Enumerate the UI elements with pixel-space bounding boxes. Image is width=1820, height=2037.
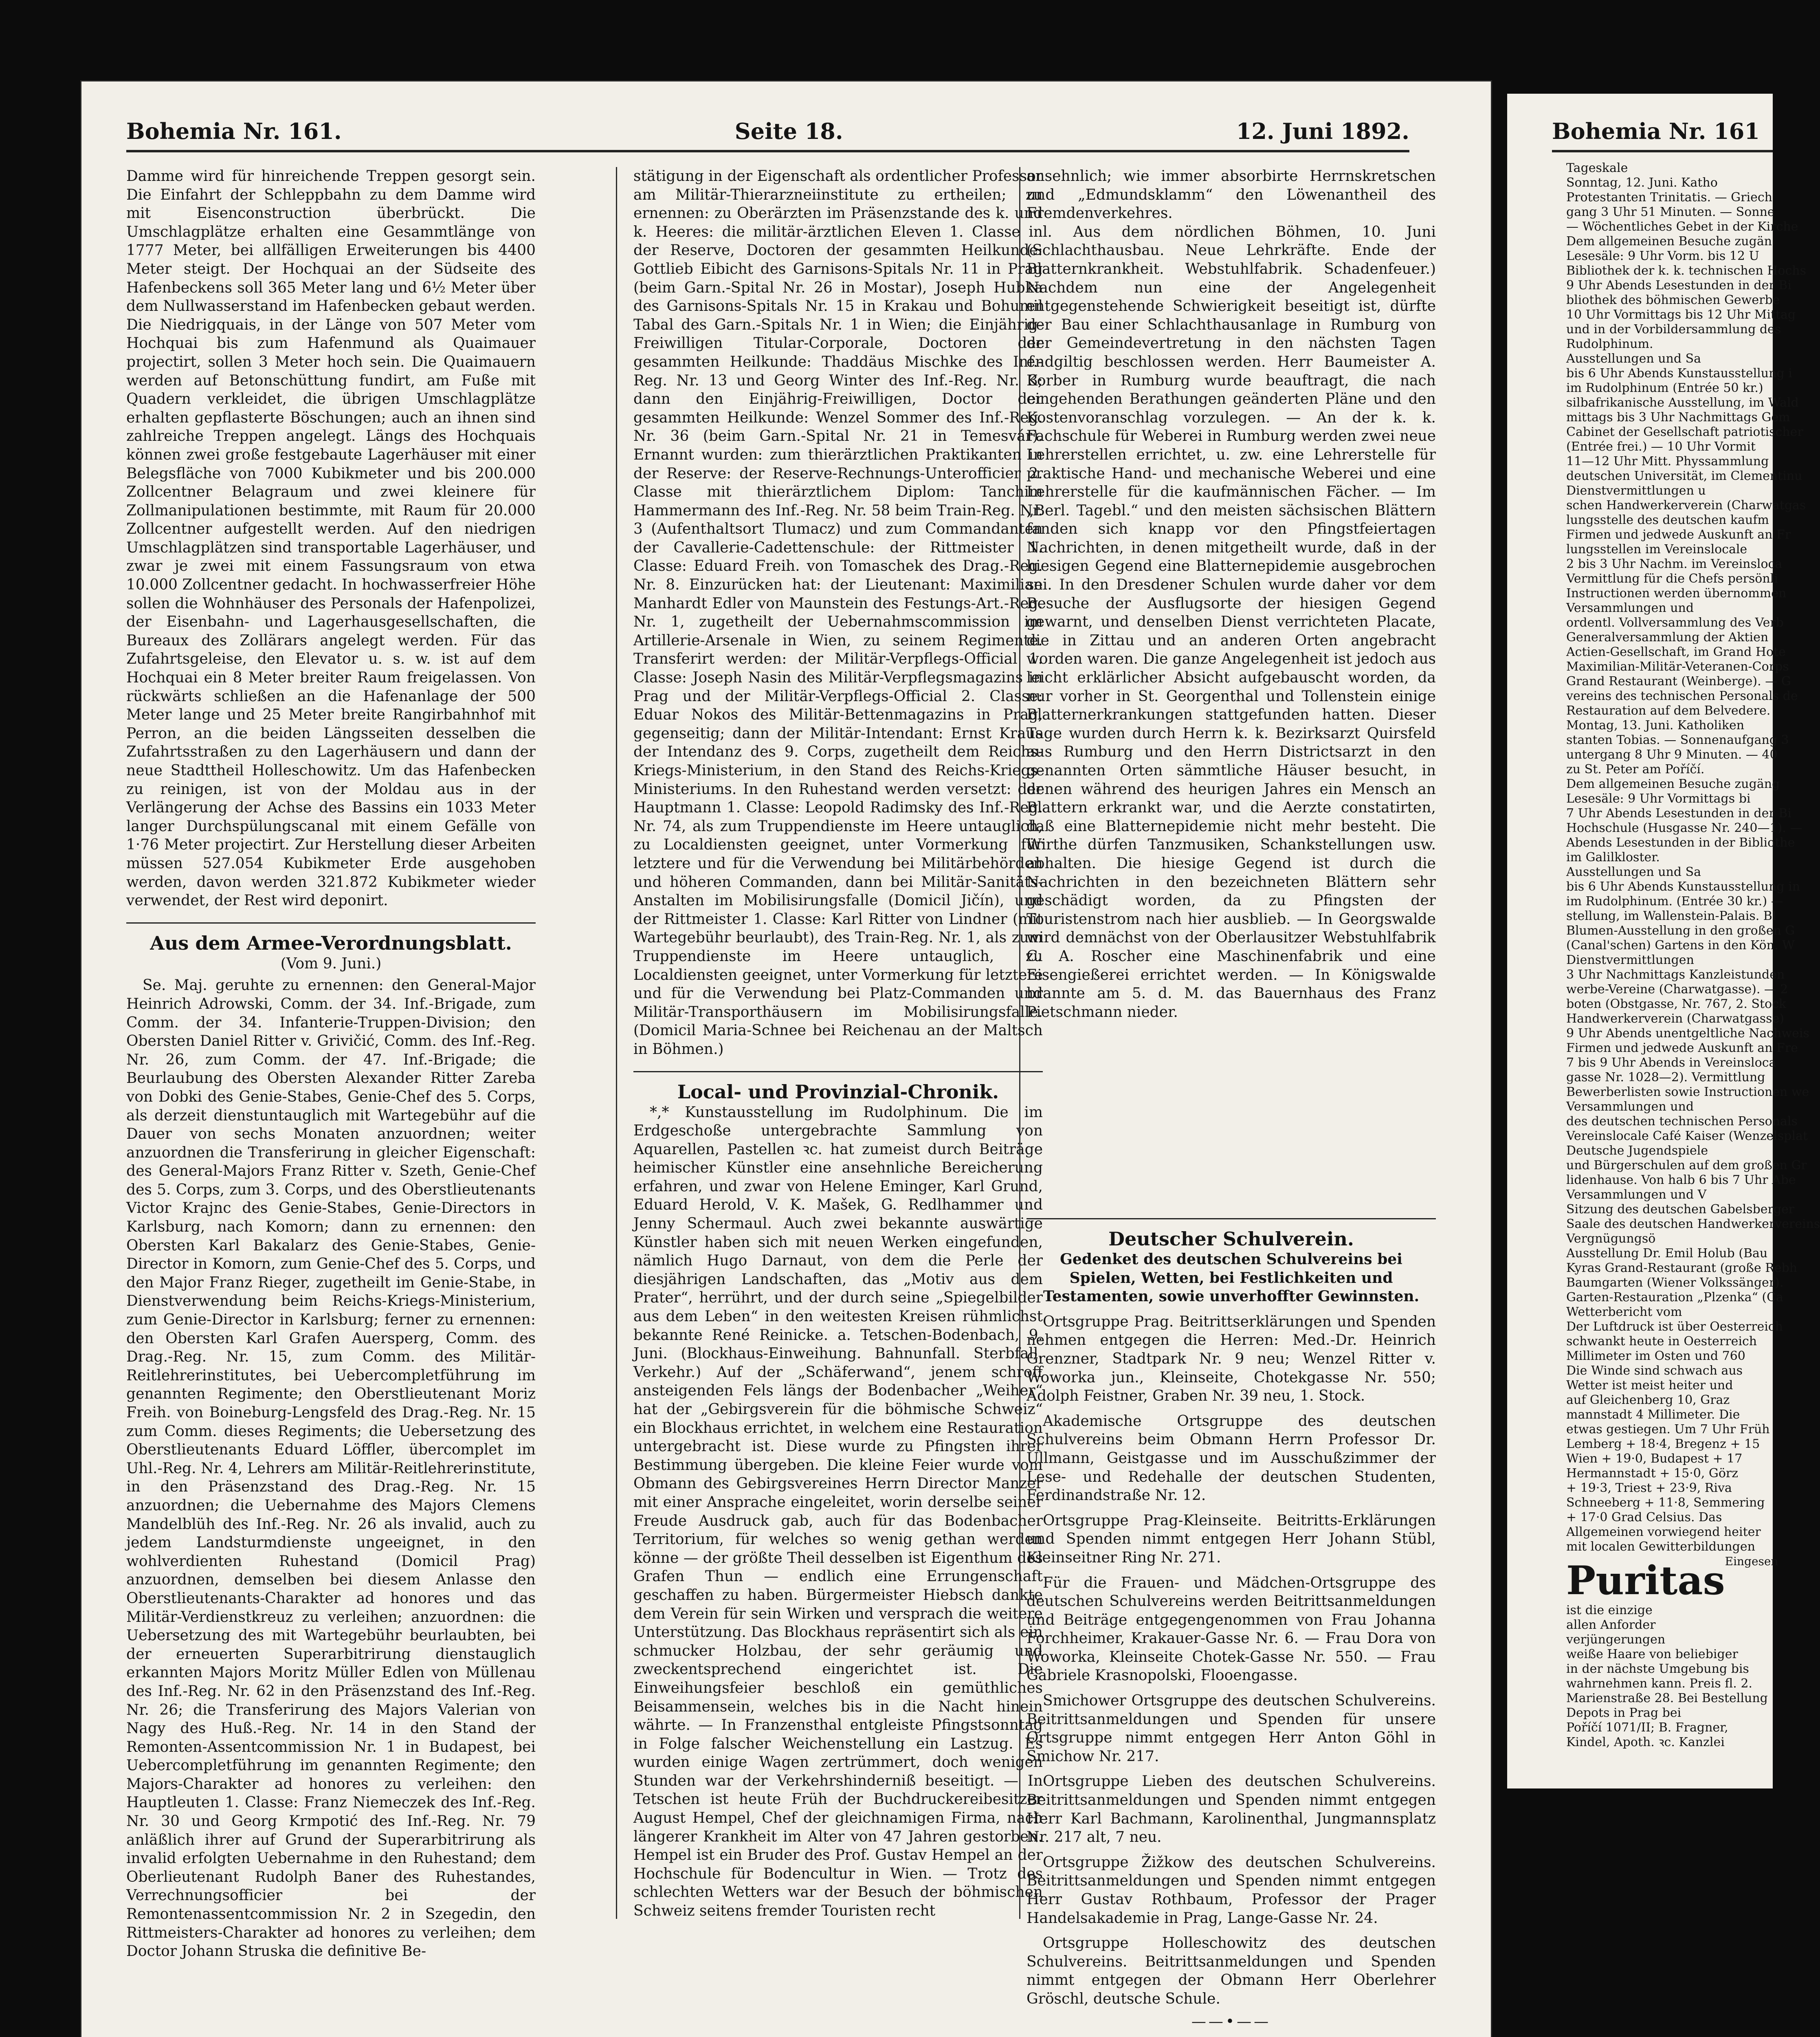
ad-line: Poříčí 1071/II; B. Fragner, xyxy=(1566,1720,1728,1735)
calendar-line: deutschen Universität, im Clementinu xyxy=(1566,469,1802,483)
calendar-line: Grand Restaurant (Weinberge). — G xyxy=(1566,674,1791,689)
right-page-calendar-column xyxy=(1566,161,1820,1749)
calendar-line: Wetter ist meist heiter und xyxy=(1566,1378,1733,1392)
calendar-line: Wien + 19·0, Budapest + 17 xyxy=(1566,1452,1743,1466)
calendar-line: Versammlungen und V xyxy=(1566,1188,1707,1202)
calendar-line: Garten-Restauration „Plzenka“ (Ca xyxy=(1566,1290,1783,1304)
calendar-line: werbe-Vereine (Charwatgasse). — 2 xyxy=(1566,982,1788,997)
calendar-line: im Rudolphinum. (Entrée 30 kr.) — xyxy=(1566,894,1783,909)
armee-verordnungsblatt-text: Se. Maj. geruhte zu ernennen: den General-Major Heinrich Adrowski, Comm. der 34. Inf.-Brigade, zum Comm. der 34. Infanterie-Truppen-Division; den Obersten Daniel Ritter v. Grivičić, Comm. des Inf.-Reg. Nr. 26, zum Comm. der 47. Inf.-Brigade; die Beurlaubung des Obersten Alexander Ritter Zareba von Dobki des Genie-Stabes, Genie-Chef des 5. Corps, als derzeit dienstuntauglich mit Wartegebühr auf die Dauer von sechs Monaten anzuordnen; weiter anzuordnen die Transferirung in gleicher Eigenschaft: des General-Majors Franz Ritter v. Szeth, Genie-Chef des 5. Corps, zum 3. Corps, und des Oberstlieutenants Victor Krajnc des Genie-Stabes, Genie-Directors in Karlsburg, nach Komorn; dann zu ernennen: den Obersten Karl Bakalarz des Genie-Stabes, Genie-Director in Komorn, zum Genie-Chef des 5. Corps, und den Major Franz Rieger, zugetheilt im Genie-Stabe, in Dienstverwendung beim Reichs-Kriegs-Ministerium, zum Genie-Director in Karlsburg; ferner zu ernennen: den Obersten Karl Grafen Auersperg, Comm. des Drag.-Reg. Nr. 15, zum Comm. des Militär-Reitlehrerinstitutes, bei Uebercompletführung im genannten Regimente; den Oberstlieutenant Moriz Freih. von Boineburg-Lengsfeld des Drag.-Reg. Nr. 15 zum Comm. dieses Regiments; die Uebersetzung des Oberstlieutenants Eduard Löffler, übercomplet im Uhl.-Reg. Nr. 4, Lehrers am Militär-Reitlehrerinstitute, in den Präsenzstand des Drag.-Reg. Nr. 15 anzuordnen; die Uebernahme des Majors Clemens Mandelblüh des Inf.-Reg. Nr. 26 als invalid, auch zu jedem Landsturmdienste ungeeignet, in den wohlverdienten Ruhestand (Domicil Prag) anzuordnen, demselben bei diesem Anlasse den Oberstlieutenants-Charakter ad honores und das Militär-Verdienstkreuz zu verleihen; anzuordnen: die Uebersetzung des mit Wartegebühr beurlaubten, bei der erneuerten Superarbitrirung dienstauglich erkannten Majors Moritz Müller Edlen von Müllenau des Inf.-Reg. Nr. 62 in den Präsenzstand des Inf.-Reg. Nr. 26; die Transferirung des Majors Valerian von Nagy des Huß.-Reg. Nr. 14 in den Stand der Remonten-Assentcommission Nr. 1 in Budapest, bei Uebercompletführung im genannten Regimente; den Majors-Charakter ad honores zu verleihen: den Hauptleuten 1. Classe: Franz Niemeczek des Inf.-Reg. Nr. 30 und Georg Krmpotić des Inf.-Reg. Nr. 79 anläßlich ihrer auf Grund der Superarbitrirung als invalid erfolgten Uebernahme in den Ruhestand; dem Oberlieutenant Rudolph Baner des Ruhestandes, Verrechnungsofficier bei der Remontenassentcommission Nr. 2 in Szegedin, den Rittmeisters-Charakter ad honores zu verleihen; dem Doctor Johann Struska die definitive Be- xyxy=(126,977,536,1960)
calendar-line: Firmen und jedwede Auskunft an Fr xyxy=(1566,528,1791,542)
puritas-ad-title: Puritas xyxy=(1566,1557,1725,1604)
calendar-line: 10 Uhr Vormittags bis 12 Uhr Mittag xyxy=(1566,308,1796,322)
calendar-line: im Galilkloster. xyxy=(1566,850,1660,865)
calendar-line: Allgemeinen vorwiegend heiter xyxy=(1566,1525,1761,1539)
calendar-line: Tageskale xyxy=(1566,161,1628,175)
calendar-line: Kyras Grand-Restaurant (große Rebh xyxy=(1566,1261,1798,1275)
calendar-line: Der Luftdruck ist über Oesterreich xyxy=(1566,1320,1783,1334)
calendar-line: Saale des deutschen Handwerkervereins xyxy=(1566,1217,1820,1231)
ad-line: ist die einzige xyxy=(1566,1603,1653,1617)
puritas-ad-row xyxy=(1566,1554,1778,1604)
calendar-line: gasse Nr. 1028—2). Vermittlung xyxy=(1566,1070,1765,1084)
calendar-line: Abends Lesestunden in der Bibliothe xyxy=(1566,836,1795,850)
calendar-line: 9 Uhr Abends Lesestunden in der Bi xyxy=(1566,278,1791,293)
calendar-line: boten (Obstgasse, Nr. 767, 2. Stock xyxy=(1566,997,1787,1011)
schulverein-entry: Ortsgruppe Žižkow des deutschen Schulvereins. Beitrittsanmeldungen und Spenden nimmt entgegen Herr Gustav Rothbaum, Professor der Prager Handelsakademie in Prag, Lange-Gasse Nr. 24. xyxy=(1026,1854,1436,1927)
calendar-line: 9 Uhr Abends unentgeltliche Nachweis xyxy=(1566,1026,1809,1040)
calendar-line: stanten Tobias. — Sonnenaufgang 3 xyxy=(1566,733,1789,747)
calendar-line: Ausstellungen und Sa xyxy=(1566,865,1701,879)
calendar-line: 7 bis 9 Uhr Abends in Vereinsloca xyxy=(1566,1056,1776,1070)
armee-continuation-text: stätigung in der Eigenschaft als ordentlicher Professor am Militär-Thierarzneiinstitute zu ertheilen; zu ernennen: zu Oberärzten im Präsenzstande des k. und k. Heeres: die militär-ärztlichen Eleven 1. Classe in der Reserve, Doctoren der gesammten Heilkunde: Gottlieb Eibicht des Garnisons-Spitals Nr. 11 in Prag (beim Garn.-Spital Nr. 26 in Mostar), Joseph Hubka des Garnisons-Spitals Nr. 15 in Krakau und Bohumil Tabal des Garn.-Spitals Nr. 1 in Wien; die Einjährig-Freiwilligen Titular-Corporale, Doctoren der gesammten Heilkunde: Thaddäus Mischke des Inf.-Reg. Nr. 13 und Georg Winter des Inf.-Reg. Nr. 3; dann den Einjährig-Freiwilligen, Doctor der gesammten Heilkunde: Wenzel Sommer des Inf.-Reg. Nr. 36 (beim Garn.-Spital Nr. 21 in Temesvár). Ernannt wurden: zum thierärztlichen Praktikanten in der Reserve: der Reserve-Rechnungs-Unterofficier 2. Classe mit thierärztlichem Diplom: Tanchim Hammermann des Inf.-Reg. Nr. 58 beim Train-Reg. Nr. 3 (Aufenthaltsort Tlumacz) und zum Commandanten der Cavallerie-Cadettenschule: der Rittmeister 1. Classe: Eduard Freih. von Tomaschek des Drag.-Reg. Nr. 8. Einzurücken hat: der Lieutenant: Maximilian Manhardt Edler von Maunstein des Festungs-Art.-Reg. Nr. 1, zugetheilt der Uebernahmscommission im Artillerie-Arsenale in Wien, zu seinem Regimente. Transferirt werden: der Militär-Verpflegs-Official 1. Classe: Joseph Nasin des Militär-Verpflegsmagazins in Prag und der Militär-Verpflegs-Official 2. Classe: Eduar Nokos des Militär-Bettenmagazins in Prag, gegenseitig; dann der Militär-Intendant: Ernst Kraus der Intendanz des 9. Corps, zugetheilt dem Reichs-Kriegs-Ministerium, in den Stand des Reichs-Kriegs-Ministeriums. In den Ruhestand werden versetzt: der Hauptmann 1. Classe: Leopold Radimsky des Inf.-Reg. Nr. 74, als zum Truppendienste im Heere untauglich, zu Localdiensten geeignet, unter Vormerkung für letztere und für die Verwendung bei Militärbehörden und höheren Commanden, dann bei Militär-Sanitäts-Anstalten im Mobilisirungsfalle (Domicil Jičín), und der Rittmeister 1. Classe: Karl Ritter von Lindner (mit Wartegebühr beurlaubt), des Train-Reg. Nr. 1, als zum Truppendienste im Heere untauglich, zu Localdiensten geeignet, unter Vormerkung für letztere und für die Verwendung bei Platz-Commanden und Militär-Transporthäusern im Mobilisirungsfalle. (Domicil Maria-Schnee bei Reichenau an der Maltsch in Böhmen.) xyxy=(633,168,1043,1058)
schulverein-intro: Gedenket des deutschen Schulvereins bei Spielen, Wetten, bei Festlichkeiten und Testamenten, sowie unverhoffter Gewinnsten. xyxy=(1043,1251,1420,1305)
schulverein-entry: Ortsgruppe Prag. Beitrittserklärungen und Spenden nehmen entgegen die Herren: Med.-Dr. Heinrich Grenzner, Stadtpark Nr. 9 neu; Wenzel Ritter v. Woworka jun., Kleinseite, Chotekgasse Nr. 550; Adolph Feistner, Graben Nr. 39 neu, 1. Stock. xyxy=(1026,1313,1436,1405)
calendar-line: Vermittlung für die Chefs persönli xyxy=(1566,572,1778,586)
calendar-line: etwas gestiegen. Um 7 Uhr Früh xyxy=(1566,1422,1770,1436)
calendar-line: auf Gleichenberg 10, Graz xyxy=(1566,1393,1730,1407)
calendar-line: zu St. Peter am Poříčí. xyxy=(1566,762,1705,777)
section-title-chronik: Local- und Provinzial-Chronik. xyxy=(633,1071,1043,1103)
calendar-line: Actien-Gesellschaft, im Grand Hote xyxy=(1566,645,1786,659)
puritas-ad-side: Eingesen xyxy=(1725,1555,1778,1568)
column-3 xyxy=(1026,167,1436,1202)
calendar-line: 7 Uhr Abends Lesestunden in der Bi xyxy=(1566,806,1791,821)
harbour-article-continuation: Damme wird für hinreichende Treppen gesorgt sein. Die Einfahrt der Schleppbahn zu dem Damme wird mit Eisenconstruction überbrückt. Die Umschlagplätze erhalten eine Gesammtlänge von 1777 Meter, bei allfälligen Erweiterungen bis 4400 Meter steigt. Der Hochquai an der Südseite des Hafenbeckens soll 365 Meter lang und 6½ Meter über dem Nullwasserstand im Hafenbecken gebaut werden. Die Niedrigquais, in der Länge von 507 Meter vom Hochquai bis zum Hafenmund als Quaimauer projectirt, sollen 3 Meter hoch sein. Die Quaimauern werden auf Betonschüttung fundirt, am Fuße mit Quadern verkleidet, die übrigen Umschlagplätze erhalten gepflasterte Böschungen; auch an ihnen sind zahlreiche Treppen angelegt. Längs des Hochquais können zwei große festgebaute Lagerhäuser mit einer Belegsfläche von 7000 Kubikmeter und bis 200.000 Zollcentner Belagraum und zwei kleinere für Zollmanipulationen bestimmte, mit Raum für 20.000 Zollcentner aufgestellt werden. Auf den niedrigen Umschlagplätzen sind transportable Lagerhäuser, und zwar je zwei mit einem Fassungsraum von etwa 10.000 Zollcentner gedacht. In hochwasserfreier Höhe sollen die Wohnhäuser des Personals der Hafenpolizei, der Eisenbahn- und Lagerhausgesellschaften, die Bureaux des Zollärars angelegt werden. Für das Zufahrtsgeleise, den Elevator u. s. w. ist auf dem Hochquai ein 8 Meter breiter Raum freigelassen. Von rückwärts schließen an die Hafenanlage der 500 Meter lange und 25 Meter breite Rangirbahnhof mit Perron, an die beiden Längsseiten desselben die Zufahrtsstraßen zu den Lagerhäusern und dann der neue Stadttheil Holleschowitz. Um das Hafenbecken zu reinigen, ist von der Moldau aus in der Verlängerung der Achse des Bassins ein 1033 Meter langer Durchspülungscanal mit einem Gefälle von 1·76 Meter projectirt. Zur Herstellung dieser Arbeiten müssen 527.054 Kubikmeter Erde ausgehoben werden, davon werden 321.872 Kubikmeter wieder verwendet, der Rest wird deponirt. xyxy=(126,168,536,909)
calendar-line: Hermannstadt + 15·0, Görz xyxy=(1566,1466,1739,1480)
column-1 xyxy=(126,167,536,1960)
calendar-line: schwankt heute in Oesterreich xyxy=(1566,1334,1757,1348)
calendar-line: des deutschen technischen Personals xyxy=(1566,1114,1798,1128)
ad-line: Marienstraße 28. Bei Bestellung xyxy=(1566,1691,1768,1705)
ad-line: in der nächste Umgebung bis xyxy=(1566,1662,1749,1676)
ornament-divider: ——•—— xyxy=(1191,2013,1271,2030)
calendar-line: Generalversammlung der Aktien xyxy=(1566,630,1769,645)
schulverein-entry: Akademische Ortsgruppe des deutschen Schulvereins beim Obmann Herrn Professor Dr. Ullmann, Geistgasse und im Ausschußzimmer der Lese- und Redehalle der deutschen Studenten, Ferdinandstraße Nr. 12. xyxy=(1026,1412,1436,1504)
calendar-line: Restauration auf dem Belvedere. xyxy=(1566,704,1771,718)
calendar-line: Lemberg + 18·4, Bregenz + 15 xyxy=(1566,1437,1760,1451)
ad-line: Kindel, Apoth. ꝛc. Kanzlei xyxy=(1566,1735,1725,1749)
right-page-header: Bohemia Nr. 161 xyxy=(1552,118,1773,152)
ad-line: weiße Haare von beliebiger xyxy=(1566,1647,1738,1661)
calendar-line: schen Handwerkerverein (Charwatgas xyxy=(1566,498,1806,513)
ad-line: allen Anforder xyxy=(1566,1618,1656,1632)
page-header xyxy=(126,118,1409,152)
ad-line: wahrnehmen kann. Preis fl. 2. xyxy=(1566,1676,1752,1691)
calendar-line: + 17·0 Grad Celsius. Das xyxy=(1566,1510,1722,1524)
calendar-line: Vereinslocale Café Kaiser (Wenzelsplat xyxy=(1566,1129,1808,1143)
calendar-line: + 19·3, Triest + 23·9, Riva xyxy=(1566,1481,1732,1495)
calendar-line: stellung, im Wallenstein-Palais. Bl xyxy=(1566,909,1776,923)
calendar-line: 2 bis 3 Uhr Nachm. im Vereinsloca xyxy=(1566,557,1783,571)
calendar-line: Handwerkerverein (Charwatgasse) xyxy=(1566,1012,1785,1026)
calendar-line: und Bürgerschulen auf dem großen Gr xyxy=(1566,1158,1807,1172)
ad-line: verjüngerungen xyxy=(1566,1632,1666,1647)
calendar-line: Schneeberg + 11·8, Semmering xyxy=(1566,1496,1765,1510)
calendar-line: Dem allgemeinen Besuche zugän xyxy=(1566,234,1772,249)
schulverein-entry: Für die Frauen- und Mädchen-Ortsgruppe des deutschen Schulvereins werden Beitrittsanmeldungen und Beiträge entgegengenommen von Frau Johanna Forchheimer, Krakauer-Gasse Nr. 6. — Frau Dora von Woworka, Kleinseite Chotek-Gasse Nr. 550. — Frau Gabriele Krasnopolski, Flooengasse. xyxy=(1026,1574,1436,1684)
calendar-line: (Canal'schen) Gartens in den Kön. W xyxy=(1566,938,1795,953)
calendar-line: Deutsche Jugendspiele xyxy=(1566,1144,1708,1158)
calendar-line: Dienstvermittlungen xyxy=(1566,953,1694,967)
schulverein-entry: Ortsgruppe Lieben des deutschen Schulvereins. Beitrittsanmeldungen und Spenden nimmt entgegen Herr Karl Bachmann, Karolinenthal, Jungmannsplatz Nr. 217 alt, 7 neu. xyxy=(1026,1773,1436,1846)
calendar-line: Lesesäle: 9 Uhr Vormittags bi xyxy=(1566,792,1751,806)
schulverein-section xyxy=(1026,1218,1436,2030)
calendar-line: Cabinet der Gesellschaft patriotischer xyxy=(1566,425,1803,439)
calendar-line: Bibliothek der k. k. technischen Hochs xyxy=(1566,264,1806,278)
calendar-line: 3 Uhr Nachmittags Kanzleistunden xyxy=(1566,968,1785,982)
header-date: 12. Juni 1892. xyxy=(1236,118,1409,144)
calendar-line: gang 3 Uhr 51 Minuten. — Sonne xyxy=(1566,205,1775,219)
calendar-line: Protestanten Trinitatis. — Griech xyxy=(1566,190,1772,205)
calendar-line: mittags bis 3 Uhr Nachmittags Gem xyxy=(1566,410,1790,425)
tourism-continuation-text: ansehnlich; wie immer absorbirte Herrnskretschen und „Edmundsklamm“ den Löwenantheil des Fremdenverkehres. xyxy=(1026,168,1436,222)
calendar-line: lungsstellen im Vereinslocale xyxy=(1566,542,1747,557)
calendar-line: bis 6 Uhr Abends Kunstausstellung in xyxy=(1566,880,1800,894)
schulverein-entry: Ortsgruppe Prag-Kleinseite. Beitritts-Erklärungen und Spenden nimmt entgegen Herr Johann Stübl, Kleinseitner Ring Nr. 271. xyxy=(1026,1512,1436,1566)
column-divider xyxy=(616,167,617,1919)
calendar-line: mit localen Gewitterbildungen xyxy=(1566,1540,1755,1554)
calendar-lines xyxy=(1566,161,1820,1554)
calendar-line: Hochschule (Husgasse Nr. 240—1). — xyxy=(1566,821,1802,835)
schulverein-entry: Ortsgruppe Holleschowitz des deutschen Schulvereins. Beitrittsanmeldungen und Spenden nimmt entgegen der Obmann Herr Oberlehrer Gröschl, deutsche Schule. xyxy=(1026,1935,1436,2007)
header-page-number: Seite 18. xyxy=(734,118,843,144)
calendar-line: Versammlungen und xyxy=(1566,1100,1694,1114)
calendar-line: Rudolphinum. xyxy=(1566,337,1653,351)
header-paper-number: Bohemia Nr. 161. xyxy=(126,118,342,144)
calendar-line: ordentl. Vollversammlung des Verb xyxy=(1566,616,1784,630)
section-title-schulverein: Deutscher Schulverein. xyxy=(1026,1218,1436,1250)
calendar-line: Sonntag, 12. Juni. Katho xyxy=(1566,176,1718,190)
calendar-line: Wetterbericht vom xyxy=(1566,1305,1682,1319)
calendar-line: 11—12 Uhr Mitt. Physsammlung xyxy=(1566,454,1769,469)
calendar-line: Baumgarten (Wiener Volkssänger). xyxy=(1566,1276,1784,1290)
calendar-line: lungsstelle des deutschen kaufm xyxy=(1566,513,1769,527)
calendar-line: silbafrikanische Ausstellung, im Wald xyxy=(1566,396,1799,410)
column-2 xyxy=(633,167,1043,1920)
calendar-line: bliothek des böhmischen Gewerbe xyxy=(1566,293,1780,307)
calendar-line: Vergnügungsö xyxy=(1566,1232,1656,1246)
section-title-armee: Aus dem Armee-Verordnungsblatt. xyxy=(126,922,536,955)
calendar-line: Dem allgemeinen Besuche zugäng xyxy=(1566,777,1780,791)
calendar-line: Montag, 13. Juni. Katholiken xyxy=(1566,718,1745,733)
calendar-line: Millimeter im Osten und 760 xyxy=(1566,1349,1745,1363)
calendar-line: Sitzung des deutschen Gabelsberger xyxy=(1566,1202,1795,1216)
section-subtitle-armee: (Vom 9. Juni.) xyxy=(280,955,382,972)
calendar-line: (Entrée frei.) — 10 Uhr Vormit xyxy=(1566,440,1756,454)
calendar-line: Bewerberlisten sowie Instructionen we xyxy=(1566,1085,1809,1099)
calendar-line: Instructionen werden übernommen xyxy=(1566,586,1787,601)
calendar-line: Firmen und jedwede Auskunft an Fre xyxy=(1566,1041,1798,1055)
calendar-line: und in der Vorbildersammlung des xyxy=(1566,322,1781,337)
calendar-line: Ausstellung Dr. Emil Holub (Bau xyxy=(1566,1246,1768,1260)
northern-bohemia-article: l. Aus dem nördlichen Böhmen, 10. Juni (Schlachthausbau. Neue Lehrkräfte. Ende der Blatternkrankheit. Webstuhlfabrik. Schadenfeuer.) Nachdem nun eine der Angelegenheit entgegenstehende Schwierigkeit beseitigt ist, dürfte der Bau einer Schlachthausanlage in Rumburg von der Gemeindevertretung in den nächsten Tagen endgiltig beschlossen werden. Herr Baumeister A. Korber in Rumburg wurde beauftragt, die nach eingehenden Berathungen geänderten Pläne und den Kostenvoranschlag vorzulegen. — An der k. k. Fachschule für Weberei in Rumburg werden zwei neue Lehrerstellen errichtet, u. zw. eine Lehrerstelle für praktische Hand- und mechanische Weberei und eine Lehrerstelle für die kaufmännischen Fächer. — Im „Berl. Tagebl.“ und den meisten sächsischen Blättern fanden sich knapp vor den Pfingstfeiertagen Nachrichten, in denen mitgetheilt wurde, daß in der hiesigen Gegend eine Blatternepidemie ausgebrochen sei. In den Dresdener Schulen wurde daher vor dem Besuche der Ausflugsorte der hiesigen Gegend gewarnt, und denselben Dienst verrichteten Placate, die in Zittau und an anderen Orten angebracht worden waren. Die ganze Angelegenheit ist jedoch aus leicht erklärlicher Absicht aufgebauscht worden, da nur vorher in St. Georgenthal und Tollenstein einige Blatternerkrankungen stattgefunden hatten. Dieser Tage wurden durch Herrn k. k. Bezirksarzt Quirsfeld aus Rumburg und den Herrn Districtsarzt in den genannten Orten sämmtliche Häuser besucht, in denen während des heurigen Jahres ein Mensch an Blattern erkrankt war, und die Aerzte constatirten, daß eine Blatternepidemie nicht mehr besteht. Die Wirthe dürfen Tanzmusiken, Schankstellungen usw. abhalten. Die hiesige Gegend ist durch die Nachrichten in den bezeichneten Blättern sehr geschädigt worden, da zu Pfingsten der Touristenstrom nach hier ausblieb. — In Georgswalde wird demnächst von der Oberlausitzer Webstuhlfabrik C. A. Roscher eine Maschinenfabrik und eine Eisengießerei errichtet werden. — In Königswalde brannte am 5. d. M. das Bauernhaus des Franz Pietschmann nieder. xyxy=(1026,223,1436,1021)
calendar-line: — Wöchentliches Gebet in der Kirche xyxy=(1566,220,1798,234)
calendar-line: Blumen-Ausstellung in den großen G xyxy=(1566,924,1795,938)
calendar-line: lidenhause. Von halb 6 bis 7 Uhr Abe xyxy=(1566,1173,1796,1187)
calendar-line: Ausstellungen und Sa xyxy=(1566,352,1701,366)
schulverein-entry: Smichower Ortsgruppe des deutschen Schulvereins. Beitrittsanmeldungen und Spenden für unsere Ortsgruppe nimmt entgegen Herr Anton Göhl in Smichow Nr. 217. xyxy=(1026,1692,1436,1765)
puritas-ad-text xyxy=(1566,1603,1773,1750)
calendar-line: Maximilian-Militär-Veteranen-Corps xyxy=(1566,660,1789,674)
ad-line: Depots in Prag bei xyxy=(1566,1706,1682,1720)
calendar-line: Lesesäle: 9 Uhr Vorm. bis 12 U xyxy=(1566,249,1759,263)
calendar-line: im Rudolphinum (Entrée 50 kr.) xyxy=(1566,381,1763,395)
calendar-line: Dienstvermittlungen u xyxy=(1566,484,1706,498)
calendar-line: bis 6 Uhr Abends Kunstausstellung i xyxy=(1566,366,1792,381)
calendar-line: untergang 8 Uhr 9 Minuten. — 40 xyxy=(1566,748,1778,762)
local-chronicle-text: *,* Kunstausstellung im Rudolphinum. Die im Erdgeschoße untergebrachte Sammlung von Aquarellen, Pastellen ꝛc. hat zumeist durch Beiträge heimischer Künstler eine ansehnliche Bereicherung erfahren, und zwar von Helene Eminger, Karl Grund, Eduard Herold, V. K. Mašek, G. Redlhammer und Jenny Schermaul. Auch zwei bekannte auswärtige Künstler haben sich mit neuen Werken eingefunden, nämlich Hugo Darnaut, von dem die Perle der diesjährigen Landschaften, das „Motiv aus dem Prater“, herrührt, und der durch seine „Spiegelbilder aus dem Leben“ in den weitesten Kreisen rühmlichst bekannte René Reinicke. a. Tetschen-Bodenbach, 9. Juni. (Blockhaus-Einweihung. Bahnunfall. Sterbfall. Verkehr.) Auf der „Schäferwand“, jenem schroff ansteigenden Fels längs der Bodenbacher „Weiher“ hat der „Gebirgsverein für die böhmische Schweiz“ ein Blockhaus errichtet, in welchem eine Restauration untergebracht ist. Diese wurde zu Pfingsten ihrer Bestimmung übergeben. Die kleine Feier wurde vom Obmann des Gebirgsvereines Herrn Director Manzer mit einer Ansprache eingeleitet, worin derselbe seiner Freude Ausdruck gab, auch für das Bodenbacher Territorium, für welches so wenig gethan werden könne — der größte Theil desselben ist Eigenthum des Grafen Thun — endlich eine Errungenschaft geschaffen zu haben. Bürgermeister Hiebsch dankte dem Verein für sein Wirken und versprach die weitere Unterstützung. Das Blockhaus repräsentirt sich als ein schmucker Holzbau, der sehr geräumig und zweckentsprechend eingerichtet ist. Die Einweihungsfeier beschloß ein gemüthliches Beisammensein, welches bis in die Nacht hinein währte. — In Franzensthal entgleiste Pfingstsonntag in Folge falscher Weichenstellung ein Lastzug. Es wurden einige Wagen zertrümmert, doch wenigen Stunden war der Verkehrshinderniß beseitigt. — In Tetschen ist heute Früh der Buchdruckereibesitzer August Hempel, Chef der gleichnamigen Firma, nach längerer Krankheit im Alter von 47 Jahren gestorben. Hempel ist ein Bruder des Prof. Gustav Hempel an der Hochschule für Bodencultur in Wien. — Trotz des schlechten Wetters war der Besuch der böhmischen Schweiz seitens fremder Touristen recht xyxy=(633,1104,1043,1920)
calendar-line: vereins des technischen Personals de xyxy=(1566,689,1798,703)
calendar-line: Die Winde sind schwach aus xyxy=(1566,1364,1743,1378)
calendar-line: mannstadt 4 Millimeter. Die xyxy=(1566,1408,1740,1422)
calendar-line: Versammlungen und xyxy=(1566,601,1694,615)
